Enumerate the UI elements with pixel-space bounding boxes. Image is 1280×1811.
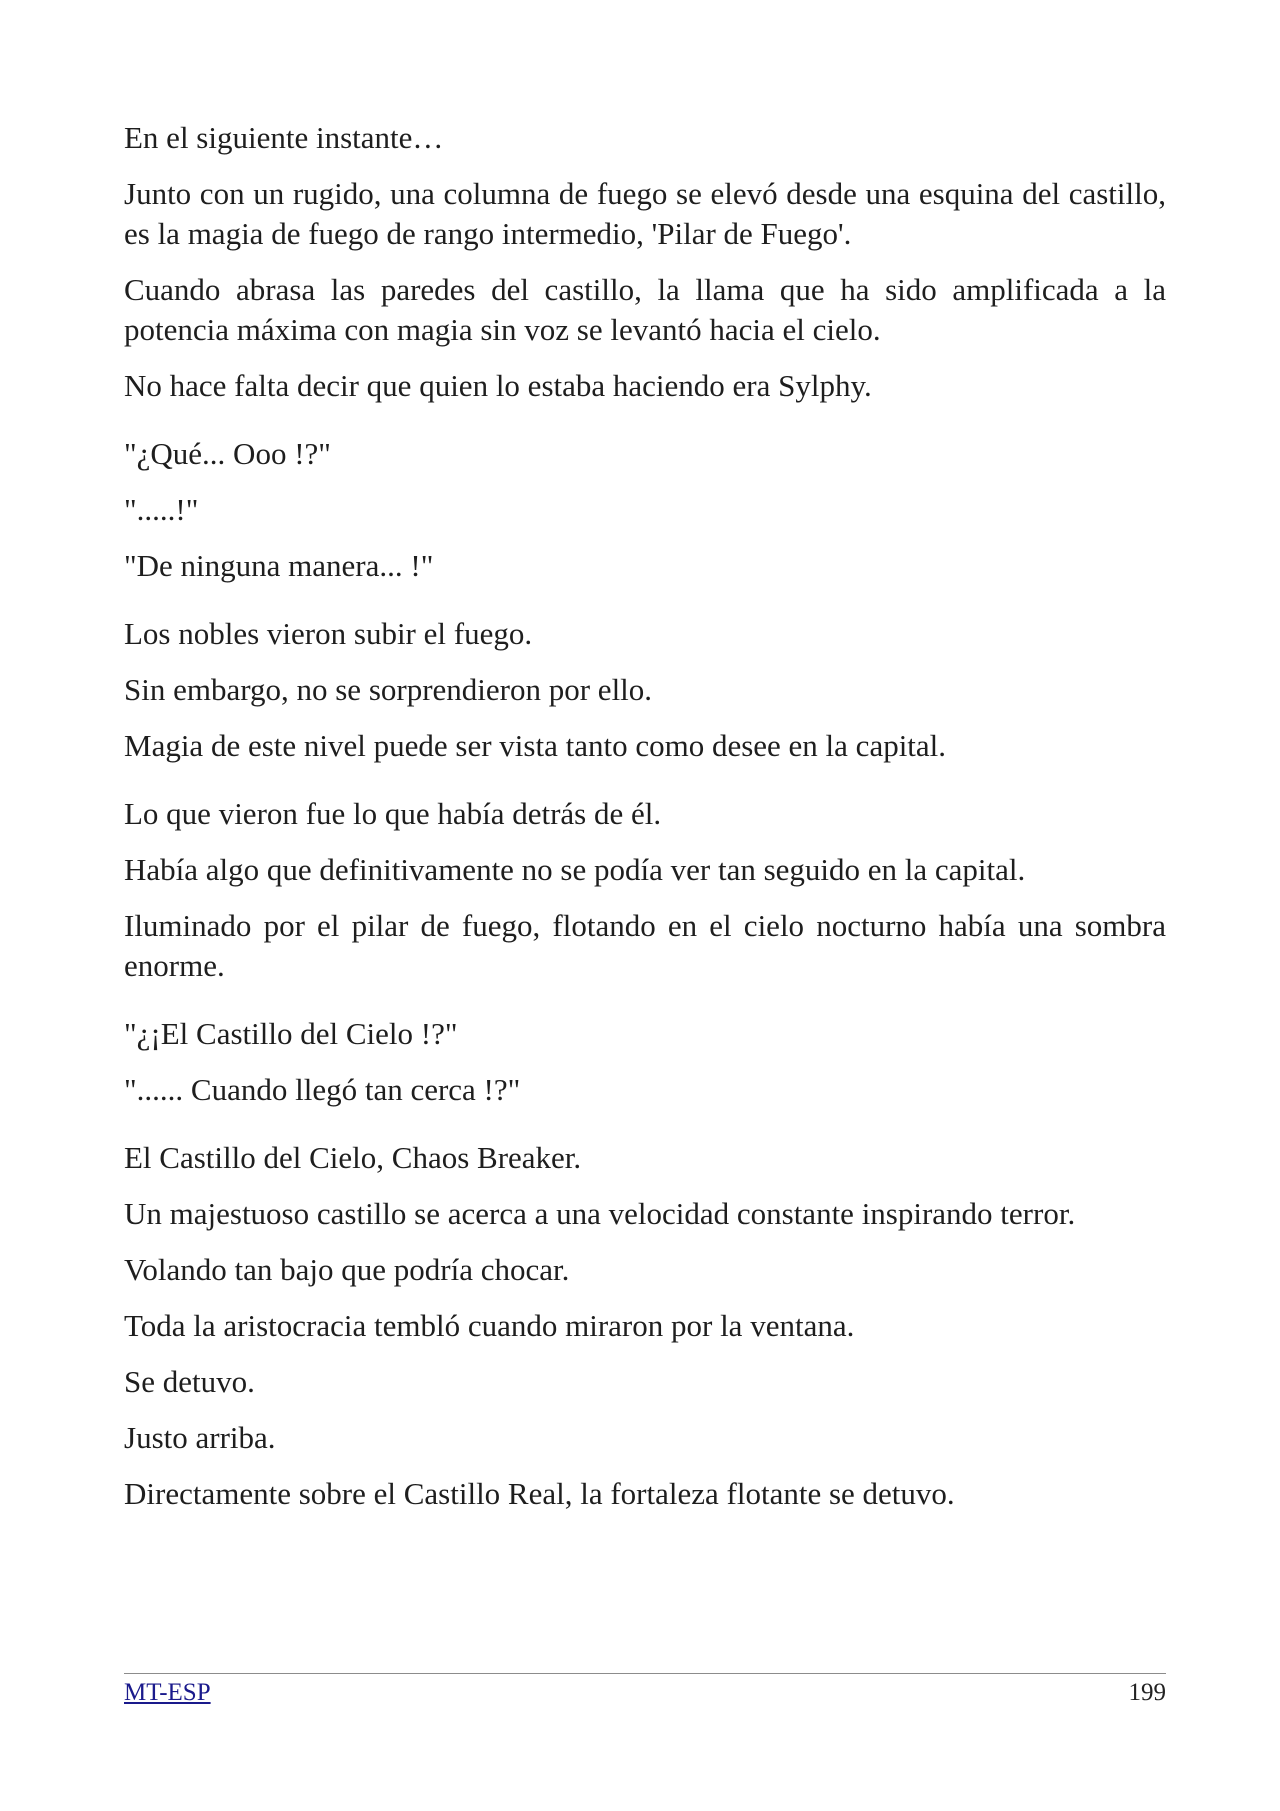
paragraph: Cuando abrasa las paredes del castillo, la llama que ha sido amplificada a la potencia máxima con magia sin voz se levantó hacia el cielo. (124, 272, 1166, 347)
dialogue-line: "¿¡El Castillo del Cielo !?" (124, 1016, 458, 1051)
paragraph: Justo arriba. (124, 1420, 276, 1455)
paragraph: Lo que vieron fue lo que había detrás de él. (124, 796, 662, 831)
paragraph: No hace falta decir que quien lo estaba haciendo era Sylphy. (124, 368, 872, 403)
dialogue-line: ".....!" (124, 492, 199, 527)
paragraph: Los nobles vieron subir el fuego. (124, 616, 533, 651)
paragraph: Sin embargo, no se sorprendieron por ello. (124, 672, 653, 707)
paragraph: Magia de este nivel puede ser vista tanto como desee en la capital. (124, 728, 947, 763)
dialogue-line: "¿Qué... Ooo !?" (124, 436, 331, 471)
dialogue-line: "De ninguna manera... !" (124, 548, 434, 583)
paragraph: Había algo que definitivamente no se podía ver tan seguido en la capital. (124, 852, 1026, 887)
body-text (124, 118, 1166, 1530)
paragraph: Volando tan bajo que podría chocar. (124, 1252, 570, 1287)
paragraph: Directamente sobre el Castillo Real, la fortaleza flotante se detuvo. (124, 1476, 955, 1511)
dialogue-line: "...... Cuando llegó tan cerca !?" (124, 1072, 521, 1107)
paragraph: Toda la aristocracia tembló cuando miraron por la ventana. (124, 1308, 855, 1343)
footer-site-link[interactable]: MT-ESP (124, 1679, 211, 1706)
paragraph: Un majestuoso castillo se acerca a una velocidad constante inspirando terror. (124, 1196, 1076, 1231)
page-number: 199 (1128, 1679, 1166, 1706)
paragraph: Junto con un rugido, una columna de fuego se elevó desde una esquina del castillo, es la magia de fuego de rango intermedio, 'Pilar de Fuego'. (124, 176, 1166, 251)
paragraph: Iluminado por el pilar de fuego, flotando en el cielo nocturno había una sombra enorme. (124, 908, 1166, 983)
footer-divider (124, 1673, 1166, 1674)
paragraph: El Castillo del Cielo, Chaos Breaker. (124, 1140, 582, 1175)
paragraph: En el siguiente instante… (124, 120, 444, 155)
page-footer (124, 1678, 1166, 1708)
paragraph: Se detuvo. (124, 1364, 255, 1399)
